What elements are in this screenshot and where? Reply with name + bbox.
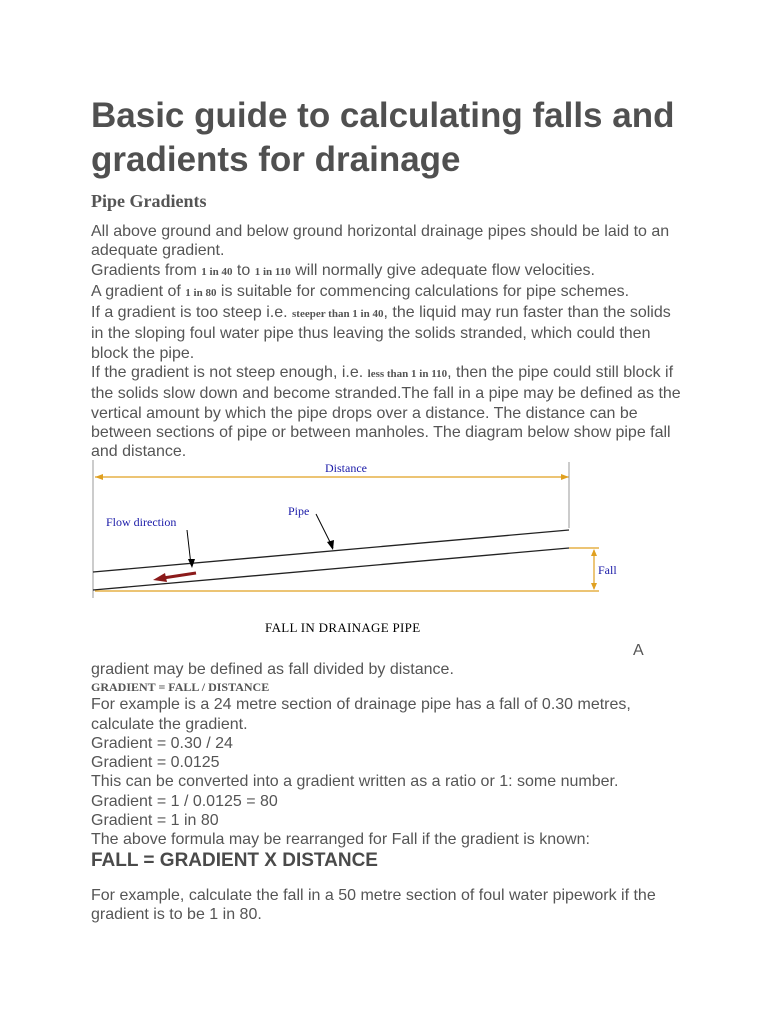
body-line: Gradient = 1 / 0.0125 = 80 [91,792,278,810]
section-heading: Pipe Gradients [91,191,207,211]
pipe-pointer-arrowhead-icon [327,540,334,550]
body-line: For example is a 24 metre section of drainage pipe has a fall of 0.30 metres, calculate the gradient. [91,696,631,733]
distance-arrow-left-icon [95,474,103,480]
flow-arrow-icon [153,573,167,582]
text-run: to [232,261,255,279]
intro-line-1: All above ground and below ground horizontal drainage pipes should be laid to an adequate gradient. [91,223,670,260]
pipe-fall-diagram [91,458,617,608]
gradient-value: 1 in 80 [185,286,217,299]
fall-arrow-down-icon [591,583,597,590]
fall-arrow-up-icon [591,549,597,556]
body-line: Gradient = 1 in 80 [91,812,219,830]
page-title: Basic guide to calculating falls and gradients for drainage [91,96,675,179]
flow-direction-label: Flow direction [106,515,177,529]
body-line: This can be converted into a gradient written as a ratio or 1: some number. [91,773,619,791]
distance-arrow-right-icon [561,474,569,480]
gradient-value: steeper than 1 in 40 [292,308,384,321]
paragraph-start-letter: A [633,642,644,659]
gradient-value: 1 in 40 [201,265,233,278]
text-run: Gradients from [91,261,202,279]
gradient-explanation [91,660,681,850]
intro-line-2 [91,261,681,282]
body-line: Gradient = 0.30 / 24 [91,734,233,752]
fall-label: Fall [598,563,617,577]
body-line: gradient may be defined as fall divided by distance. [91,661,454,678]
intro-line-3 [91,282,681,303]
diagram-caption: FALL IN DRAINAGE PIPE [265,620,421,635]
text-run: , then the pipe could still block if the solids slow down and become stranded.The fall in a pipe may be defined as the vertical amount by which the pipe drops over a distance. The distance can be between sections of pipe or between manholes. The diagram below show pipe fall and distance. [91,364,681,461]
body-line: The above formula may be rearranged for Fall if the gradient is known: [91,831,590,849]
fall-example [91,886,681,925]
text-run: will normally give adequate flow velocities. [290,261,595,279]
pipe-bottom-line [93,548,569,590]
intro-line-4 [91,303,681,363]
fall-formula-heading: FALL = GRADIENT X DISTANCE [91,850,378,871]
gradient-value: less than 1 in 110 [367,368,448,381]
distance-label: Distance [325,461,367,475]
gradient-value: 1 in 110 [254,265,291,278]
gradient-formula: GRADIENT = FALL / DISTANCE [91,680,270,695]
text-run: If the gradient is not steep enough, i.e. [91,364,368,382]
text-run: If a gradient is too steep i.e. [91,304,293,322]
text-run: , the liquid may run faster than the solids in the sloping foul water pipe thus leaving the solids stranded, which could then block the pipe. [91,304,671,362]
body-line: Gradient = 0.0125 [91,754,220,772]
intro-line-5 [91,363,681,461]
body-line: For example, calculate the fall in a 50 metre section of foul water pipework if the gradient is to be 1 in 80. [91,887,656,924]
text-run: A gradient of [91,282,186,300]
text-run: is suitable for commencing calculations for pipe schemes. [216,282,630,300]
pipe-label: Pipe [288,504,310,518]
pipe-top-line [93,530,569,572]
intro-text [91,222,681,462]
flow-arrow-shaft [163,573,196,578]
